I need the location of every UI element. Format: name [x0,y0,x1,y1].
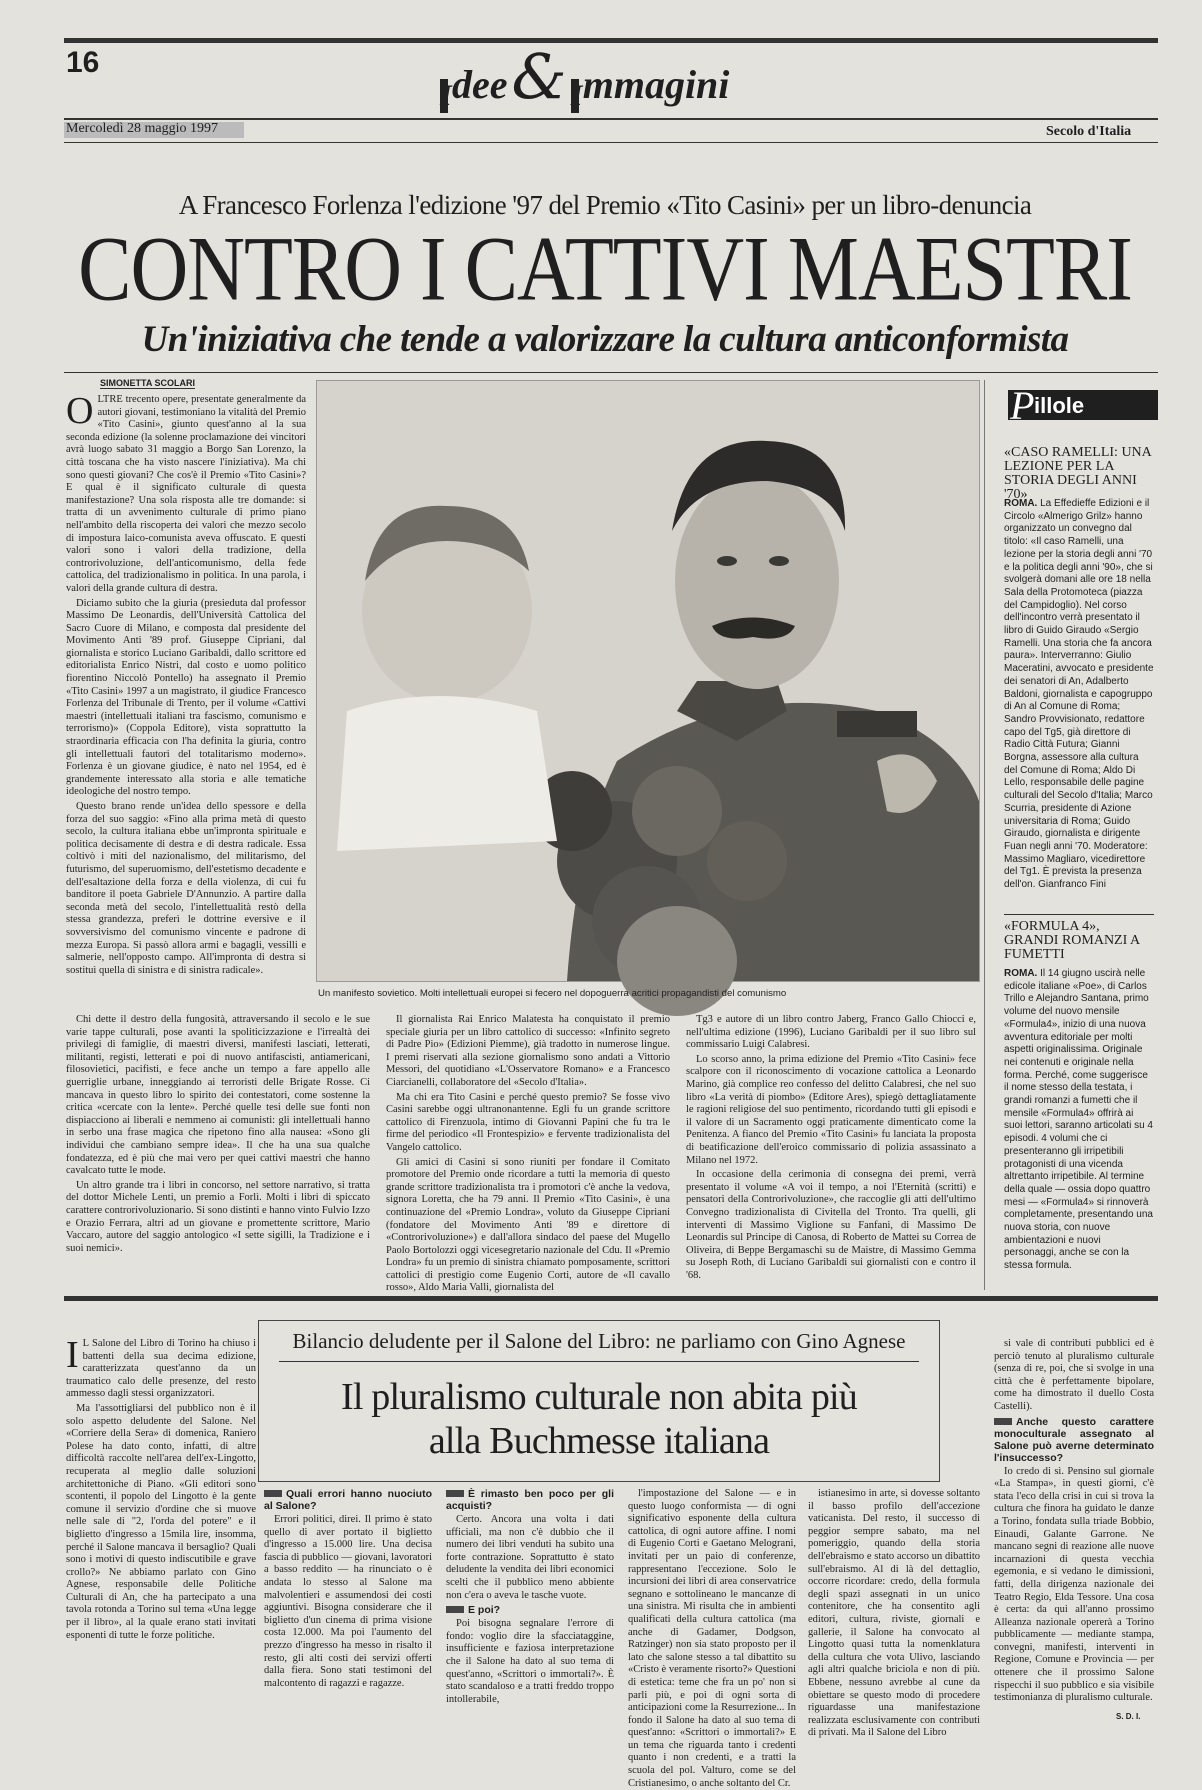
interview-kicker: Bilancio deludente per il Salone del Libro: ne parliamo con Gino Agnese [292,1329,906,1353]
pillole-item-2-place: ROMA. [1004,968,1038,979]
article-column-3 [386,1014,670,1294]
article-paragraph: Questo brano rende un'idea dello spessore e della forza del suo saggio: «Fino alla prima metà di questo secolo, la cultura italiana ebbe un'impronta spirituale e politica decisamente di destra e di destra radicale. Essa coltivò i miti del nazionalismo, del militarismo, del futurismo, del superuomismo, dell'estetismo decadente e dell'esaltazione della forza e della violenza, di cui fu banditore il poeta Gabriele D'Annunzio. A partire dalla seconda metà del secolo, l'intellettualità restò della stessa grandezza, preferì le dottrine eversive e il sovversivismo del comunismo vincente e padrone di mezza Europa. Si passò allora armi e bagagli, vessilli e salmerie, nell'opposto campo. All'impronta di destra si sostituì quella di sinistra e di sinistra radicale». [66,801,306,976]
interview-headline-line-1: Il pluralismo culturale non abita più [341,1376,857,1418]
interview-paragraph: Ma l'assottigliarsi del pubblico non è il solo aspetto deludente del Salone. Nel «Corriere della Sera» di domenica, Raniero Polese ha dato conto, infatti, di altre difficoltà raccolte nell'area dell'ex-Lingotto, recuperata al meglio dalle soluzioni architettoniche di Piano. «Gli editori sono scontenti, il popolo del Lingotto è la gente comune il servizio d'ordine che si muove nelle sale di "2, l'orda del potere" e il biglietto d'ingresso a 15mila lire, insomma, perché il Salone mancava il bersaglio? Quali sono i motivi di questo indiscutibile e grave crollo?» Ne abbiamo parlato con Gino Agnese, responsabile delle Politiche Culturali di An, che ha partecipato a una tavola rotonda a Torino sul tema «Una legge per il libro», al la quale erano stati invitati esponenti di tutte le forze politiche. [66,1402,256,1641]
interview-column-6 [994,1338,1154,1710]
pillole-item-2-title: «FORMULA 4», GRANDI ROMANZI A FUMETTI [1004,919,1140,962]
pillole-item-2-body: Il 14 giugno uscirà nelle edicole italiane «Poe», di Carlos Trillo e Alejandro Santana, primo volume del nuovo mensile «Formula4», inizio di una nuova avventura editoriale per molti aspetti originalissima. Originale nei contenuti e originale nella forma. Perché, come suggerisce il nome stesso della testata, i grandi romanzi a fumetti che il mensile «Formula4» offrirà ai suoi lettori, saranno articolati su 4 episodi. 4 volumi che ci presenteranno gli irripetibili protagonisti di una vicenda altrettanto irripetibile. Al termine della quale — ossia dopo quattro mesi — «Formula4» si rinnoverà completamente, presentando una nuova storia, con nuove ambientazioni e nuovi personaggi, anche se con la stessa formula. [1004,968,1153,1272]
section-title [440,40,730,113]
interview-headline-line-2: alla Buchmesse italiana [428,1420,770,1462]
interview-headline-box [258,1320,940,1482]
section-title-ampersand: & [511,40,567,113]
interview-question: E poi? [446,1604,614,1616]
drop-cap: O [66,390,94,432]
interview-question: È rimasto ben poco per gli acquisti? [446,1488,614,1512]
article-paragraph: Un altro grande tra i libri in concorso, nel settore narrativo, si tratta del dottor Michele Lenti, un premio a Forlì. Molti i libri di spiccato carattere controrivoluzionario. Si sono distinti e hanno vinto Fulvio Izzo e Orazio Ferrara, altri ad un giovane e promettente scrittore, Mario Vaccaro, autore del saggio antologico «I sette sigilli, la Tradizione e i suoi nemici». [66,1179,370,1254]
article-headline: CONTRO I CATTIVI MAESTRI [78,219,1132,321]
interview-column-3 [446,1488,614,1710]
pillole-title-initial: P [1010,383,1035,428]
section-title-dee: dee [452,62,508,107]
byline: SIMONETTA SCOLARI [100,378,195,388]
pillole-item-1-title: «CASO RAMELLI: UNA LEZIONE PER LA STORIA DEGLI ANNI '70» [1004,445,1152,502]
article-paragraph: Ma chi era Tito Casini e perché questo premio? Se fosse vivo Casini sarebbe oggi ultranonantenne. Egli fu un grande scrittore cattolico di Firenzuola, intimo di Giovanni Papini che fu tra le firme del periodico «Il Frontespizio» e fervente tradizionalista del Vangelo cattolico. [386,1091,670,1153]
article-kicker: A Francesco Forlenza l'edizione '97 del Premio «Tito Casini» per un libro-denuncia [178,190,1032,220]
section-title-mmagini: mmagini [582,62,730,107]
pillole-header [1008,383,1158,428]
article-paragraph: In occasione della cerimonia di consegna dei premi, verrà presentato il volume «A voi il tempo, a noi l'Eternità (scritti) e pensatori della Controrivoluzione», che raccoglie gli atti dell'ultimo Convegno tradizionalista di Civitella del Tronto. Tra quelli, gli interventi di Massimo Viglione su Fanfani, di Massimo De Leonardis sul Principe di Canosa, di Roberto de Mattei su Correa de Oliveira, di Beppe Bergamaschi su de Maistre, di Massimo Gemma su Joseph Roth, di Luciano Garibaldi sui giornalisti con e contro il '68. [686,1169,976,1281]
interview-answer: Certo. Ancora una volta i dati ufficiali, ma non c'è dubbio che il numero dei libri venduti ha subito una forte contrazione. Soprattutto è stato deludente la vendita dei libri economici scelti che il pubblico meno abbiente non c'era o aveva le tasche vuote. [446,1514,614,1601]
interview-answer: Poi bisogna segnalare l'errore di fondo: voglio dire la sfacciataggine, insufficiente e faziosa interpretazione che il Salone ha dato al suo tema di quest'anno, «Scrittori o immortali?». È stato scandaloso e a tratti freddo troppo intollerabile, [446,1618,614,1705]
article-column-2 [66,1014,370,1290]
issue-date: Mercoledì 28 maggio 1997 [66,121,219,136]
article-column-4 [686,1014,976,1290]
article-paragraph: Gli amici di Casini si sono riuniti per fondare il Comitato promotore del Premio onde ricordare a tutti la memoria di questo grande scrittore tradizionalista tra i promotori c'è anche la vedova, signora Loretta, che ha 79 anni. Il Premio «Tito Casini», è una continuazione del «Premio Londra», voluto da Giuseppe Cipriani (fondatore del Movimento Anti '89 e direttore di «Controrivoluzione») e dall'allora sindaco del paese del Mugello Paolo Bortolozzi oggi vicesegretario nazionale del Cdu. Il «Premio Londra» fu un premio di sinistra chiamato pomposamente, scrittori cattolici di prestigio come Eugenio Corti, autore de «Il cavallo rosso», Aldo Maria Valli, giornalista del [386,1156,670,1294]
interview-answer: Io credo di sì. Pensino sul giornale «La Stampa», in questi giorni, c'è stata l'eco della crisi in cui si trova la cultura che finora ha guidato le danze a Torino, fondata sulla triade Bobbio, Einaudi, Galante Garrone. Ne mancano segni di reazione alle nuove incarnazioni di questa vecchia egemonia, e si vedano le dimissioni, fatti, della dirigenza nazionale dei Teatro Regio, Elda Tessore. Una cosa è certa: da qui all'anno prossimo Alleanza nazionale opererà a Torino pubblicamente — mediante stampa, convegni, manifesti, interventi in Regione, Comune e Provincia — per ottenere che il prossimo Salone rispecchi il suo pubblico e sia visibile testimonianza di pluralismo culturale. [994,1465,1154,1704]
section-title-i: I [440,79,452,112]
article-paragraph: Diciamo subito che la giuria (presieduta dal professor Massimo De Leonardis, dell'Università Cattolica del Sacro Cuore di Milano, e composta dal presidente del Movimento Anti '89 prof. Giuseppe Cipriani, dal giornalista e storico Luciano Garibaldi, dallo scrittore ed editorialista Enrico Nistri, dal costo e uomo politico fiorentino Niccolò Pontello) ha assegnato il Premio «Tito Casini» 1997 a un magistrato, il giudice Francesco Forlenza del Tribunale di Trento, per il volume «Cattivi maestri (intellettuali italiani tra fascismo, comunismo e terrorismo)» (Coppola Editore), vista soprattutto la straordinaria efficacia con l'ha definita la giuria, contro gli intellettuali fautori del totalitarismo moderno». Forlenza è un giovane giudice, è nato nel 1954, ed è grandemente interessato alla storia e alle tematiche ideologiche del nostro tempo. [66,597,306,798]
interview-question: Anche questo carattere monoculturale assegnato al Salone può averne determinato l'insuccesso? [994,1415,1154,1464]
article-paragraph: Chi dette il destro della fungosità, attraversando il secolo e le sue varie tappe culturali, pose avanti la spoliticizzazione e l'irrealtà dei privilegi di famiglie, di maestri diversi, manifesti lasciati, letterati, militanti, registi, letterati e poi di nuovo antifascisti, antiamericani, filosovietici, pacifisti, e fece anche un tempo a fare appello alle guerriglie urbane, inneggiando ai terroristi delle Brigate Rosse. Ci mancava in questo libro lo spirito dei contestatori, come sostenne la critica «cercate con la lente». Perché quelle tesi delle sue fonti non dispiacciono ai liberali e nemmeno ai comunisti: gli intellettuali hanno in serbo una frase magica che ripetono fino alla nausea: «Sono gli individui che cambiano sempre idea». Il che ha una sua qualche fondatezza, ed è più che mai vero per quei cattivi maestri che hanno cavalcato tutte le mode. [66,1014,370,1177]
pillole-item-1-body: La Effedieffe Edizioni e il Circolo «Almerigo Grilz» hanno organizzato un convegno dal titolo: «Il caso Ramelli, una lezione per la storia degli anni '70 e la politica degli anni '90», che si svolgerà domani alle ore 18 nella Sala della Protomoteca (piazza del Campidoglio). Nel corso dell'incontro verrà presentato il libro di Guido Giraudo «Sergio Ramelli. Una storia che fa ancora paura». Interverranno: Giulio Maceratini, avvocato e presidente dei senatori di An, Adalberto Baldoni, giornalista e capogruppo di An al Comune di Roma; Sandro Provvisionato, redattore capo del Tg5, già direttore di Radio Città Futura; Gianni Borgna, assessore alla cultura del Comune di Roma; Aldo Di Lello, responsabile delle pagine culturali del Secolo d'Italia; Marco Scurria, presidente di Azione universitaria di Roma; Guido Giraudo, giornalista e dirigente Fuan negli anni '70. Moderatore: Massimo Magliaro, vicedirettore del Tg1. È prevista la presenza dell'on. Gianfranco Fini [1004,498,1154,891]
article-paragraph: Tg3 e autore di un libro contro Jaberg, Franco Gallo Chiocci e, nell'ultima edizione (1996), Luciano Garibaldi per il suo libro sul commissario Luigi Calabresi. [686,1014,976,1051]
interview-column-4 [628,1488,796,1789]
interview-question: Quali errori hanno nuociuto al Salone? [264,1488,432,1512]
interview-paragraph: L Salone del Libro di Torino ha chiuso i battenti della sua decima edizione, caratterizzata quest'anno da un traumatico calo delle presenze, del resto ammesso dagli stessi organizzatori. [66,1338,256,1400]
page-number: 16 [66,46,100,79]
pillole-item-2-text [1004,968,1154,1292]
propaganda-photo [316,380,980,982]
article-column-1 [66,390,306,976]
article-paragraph: LTRE trecento opere, presentate generalmente da autori giovani, testimoniano la vitalità del Premio «Tito Casini», giunto quest'anno al la sua seconda edizione (la solenne proclamazione dei vincitori avrà luogo sabato 31 maggio a Borgo San Lorenzo, la città toscana che ha visto nascere l'iniziativa). Ma chi sono questi giovani? Che cos'è il Premio «Tito Casini»? E qual è il significato culturale di questa manifestazione? Una sola risposta alle tre domande: si tratta di un avvenimento culturale di primo piano nell'ambito della riscoperta dei valori che mezzo secolo di impostura laico-comunista aveva offuscato. E questi valori sono i valori della tradizione, della controrivoluzione, dell'anticomunismo, della fede cattolica, del tradizionalismo in politica. In una parola, i valori della grande cultura di destra. [66,394,306,594]
interview-paragraph: istianesimo in arte, si dovesse soltanto il basso profilo dell'accezione vaticanista. Del resto, il successo di peggior sempre sabato, ma nel pomeriggio, quando della storia dell'ebraismo e stato accorso un dibattito sull'ebraismo. Al di là del dettaglio, occorre ricordare: credo, della formula degli spazi assegnati in un unico contenitore, che ha consentito agli editori, cultura, riviste, giornali e gallerie, il Salone ha convocato al Lingotto quasi tutta la nomenklatura della cultura che vota Ulivo, lasciando agli altri qualche briciola e non di più. Ebbene, nessuno avrebbe al cune da obiettare se questo modo di procedere riguardasse una manifestazione realizzata esclusivamente con contributi di privati. Ma il Salone del Libro [808,1488,980,1739]
interview-column-5 [808,1488,980,1739]
interview-signature: S. D. I. [1116,1712,1141,1721]
propaganda-illustration [317,381,979,981]
interview-answer: Errori politici, direi. Il primo è stato quello di aver portato il biglietto d'ingresso a 15.000 lire. Una decisa fascia di pubblico — giovani, lavoratori a basso reddito — ha rinunciato o è andata lo stesso al Salone ma malvolentieri e assumendosi dei costi aggiuntivi. Bisogna considerare che il biglietto d'un cinema di prima visione costa 12.000. Ma poi l'aumento del prezzo d'ingresso ha messo in risalto il resto, gli alti costi dei servizi offerti dalla fiera. Sono stati testimoni del malcontento di ragazzi e ragazze. [264,1514,432,1689]
pillole-title-rest: illole [1034,393,1085,418]
interview-drop-cap: I [66,1334,79,1376]
interview-left-column [66,1334,256,1708]
article-paragraph: Lo scorso anno, la prima edizione del Premio «Tito Casini» fece scalpore con il riconoscimento di vocazione cattolica a Leonardo Marino, già complice reo confesso del delitto Calabresi, che nel suo libro «La verità di piombo» (Editore Ares), spiegò dettagliatamente le ragioni religiose del suo pentimento, ricordando tutti gli episodi e il valore di un Sacramento oggi praticamente dimenticato come la Penitenza. A fianco del Premio «Tito Casini» fu lanciata la proposta di beatificazione dell'eroico commissario di polizia assassinato a Milano nel 1972. [686,1053,976,1166]
article-paragraph: Il giornalista Rai Enrico Malatesta ha conquistato il premio speciale giuria per un libro cattolico di successo: «Infinito segreto di Padre Pio» (Edizioni Piemme), già tradotto in numerose lingue. I premi riservati alla sezione giornalismo sono andati a Vittorio Messori, del quotidiano «L'Osservatore Romano» e a Francesco Ciarcianelli, collaboratore del «Secolo d'Italia». [386,1014,670,1088]
pillole-item-1-place: ROMA. [1004,498,1038,509]
newspaper-name: Secolo d'Italia [1046,124,1132,139]
photo-caption: Un manifesto sovietico. Molti intellettuali europei si fecero nel dopoguerra acritici propagandisti del comunismo [318,988,787,999]
section-title-i2: I [570,79,583,112]
article-subheadline: Un'iniziativa che tende a valorizzare la cultura anticonformista [141,319,1069,360]
interview-column-2 [264,1488,432,1710]
interview-paragraph: l'impostazione del Salone — e in questo luogo conformista — di ogni significativo esponente della cultura cattolica, di ogni autore affine. I nomi di Eugenio Corti e Gaetano Melograni, invitati per un paio di conferenze, rappresentano l'eccezione. Solo le incursioni dei libri di area conservatrice segnano e sottolineano le mancanze di una sinistra. Mi risulta che in ambienti qualificati della cultura cattolica (ma anche di Gadamer, Dodgson, Ratzinger) non sia stato proposto per il lato che salone stesso a tal dibattito su «Cristo è veramente risorto?» Questioni di estetica: teme che fra un po' non si parli più, e poi di ogni sorta di anticipazioni come la Resurrezione... In fondo il Salone ha dato al suo tema di quest'anno: «Scrittori o immortali?» E un tema che riguarda tanto i credenti quanto i non credenti, e a tratti la scuola del pol. Valturo, come se del Cristianesimo, o anche soltanto del Cr. [628,1488,796,1789]
interview-paragraph: si vale di contributi pubblici ed è perciò tenuto al pluralismo culturale (senza di re, poi, che si svolge in una città che è perfettamente bipolare, come ha dimostrato il duello Costa Castelli). [994,1338,1154,1412]
pillole-item-1-text [1004,498,1154,928]
